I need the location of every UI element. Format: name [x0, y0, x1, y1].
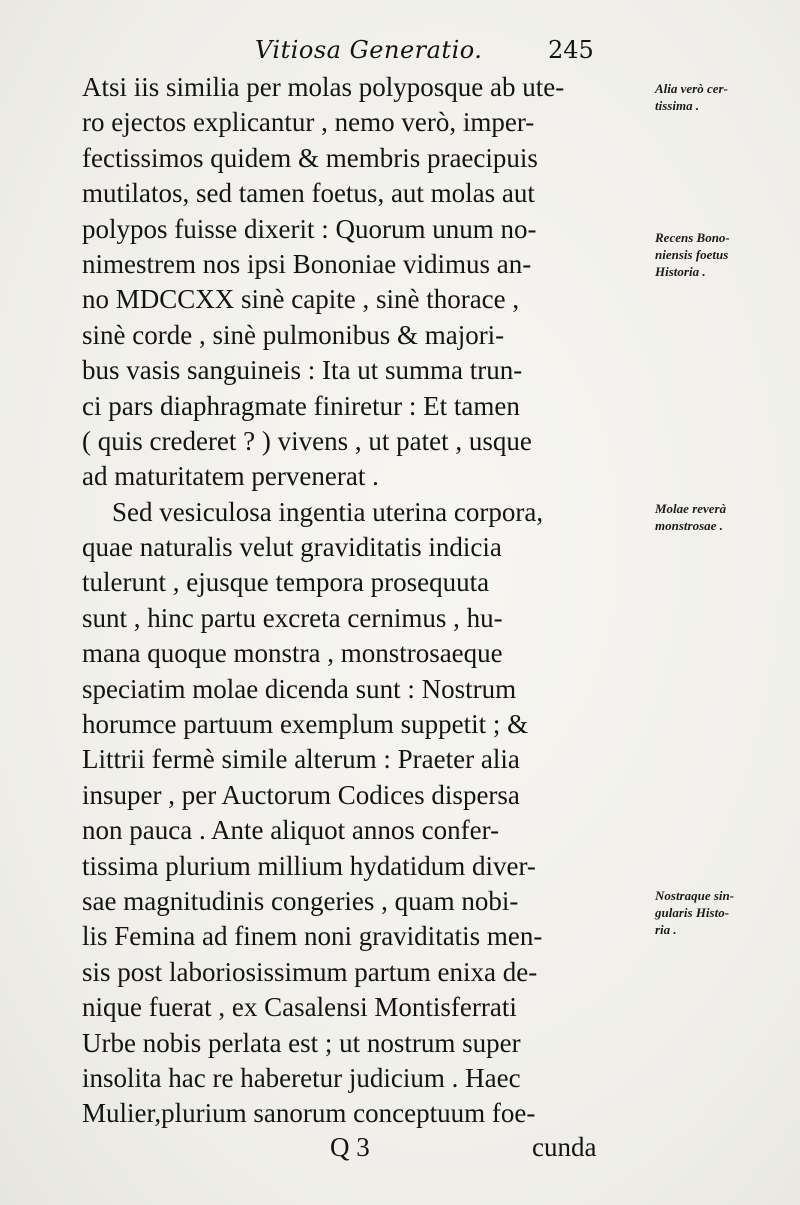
page-footer	[0, 1132, 800, 1172]
text-line: sunt , hinc partu excreta cernimus , hu-	[82, 602, 503, 633]
main-text-block	[82, 70, 642, 1132]
margin-note-line: Nostraque sin-	[655, 888, 735, 903]
text-line: sae magnitudinis congeries , quam nobi-	[82, 885, 519, 916]
margin-note-line: Molae reverà	[655, 501, 727, 516]
text-line: quae naturalis velut graviditatis indicia	[82, 532, 502, 563]
text-line: polypos fuisse dixerit : Quorum unum no-	[82, 213, 537, 244]
text-line: fectissimos quidem & membris praecipuis	[82, 142, 538, 173]
text-line: mana quoque monstra , monstrosaeque	[82, 638, 503, 669]
text-line: nimestrem nos ipsi Bononiae vidimus an-	[82, 248, 532, 279]
text-line: sis post laboriosissimum partum enixa de-	[82, 956, 538, 987]
text-line: Littrii fermè simile alterum : Praeter alia	[82, 744, 520, 775]
text-line: Atsi iis similia per molas polyposque ab ute-	[82, 72, 565, 102]
text-line: no MDCCXX sinè capite , sinè thorace ,	[82, 284, 520, 315]
text-line: ( quis crederet ? ) vivens , ut patet , usque	[82, 425, 532, 456]
text-line: Urbe nobis perlata est ; ut nostrum super	[82, 1027, 521, 1058]
text-line: tulerunt , ejusque tempora prosequuta	[82, 567, 490, 598]
text-line: horumce partuum exemplum suppetit ; &	[82, 709, 529, 740]
margin-note	[655, 887, 795, 938]
margin-note-line: ria .	[655, 922, 677, 937]
margin-note-line: Recens Bono-	[655, 230, 730, 245]
text-line: Sed vesiculosa ingentia uterina corpora,	[112, 496, 544, 527]
text-line: ro ejectos explicantur , nemo verò, imper-	[82, 107, 535, 138]
text-line: bus vasis sanguineis : Ita ut summa trun-	[82, 355, 523, 386]
page-number: 245	[548, 36, 594, 64]
signature-mark: Q 3	[330, 1132, 370, 1162]
margin-note	[655, 80, 795, 114]
margin-note-line: gularis Histo-	[655, 905, 730, 920]
margin-note	[655, 229, 795, 280]
text-line: non pauca . Ante aliquot annos confer-	[82, 815, 500, 846]
text-line: mutilatos, sed tamen foetus, aut molas aut	[82, 178, 535, 209]
text-line: nique fuerat , ex Casalensi Montisferrati	[82, 992, 517, 1023]
page-header	[0, 32, 800, 72]
catchword: cunda	[532, 1132, 597, 1162]
margin-note-line: Historia .	[655, 264, 706, 279]
margin-note-line: Alia verò cer-	[655, 81, 728, 96]
margin-note-line: monstrosae .	[655, 518, 723, 533]
margin-note	[655, 500, 795, 534]
margin-note-line: niensis foetus	[655, 247, 729, 262]
margin-note-line: tissima .	[655, 98, 700, 113]
text-line: speciatim molae dicenda sunt : Nostrum	[82, 673, 517, 704]
text-line: tissima plurium millium hydatidum diver-	[82, 850, 536, 881]
text-line: lis Femina ad finem noni graviditatis men-	[82, 921, 543, 952]
text-line: sinè corde , sinè pulmonibus & majori-	[82, 319, 505, 350]
text-line: Mulier,plurium sanorum conceptuum foe-	[82, 1098, 536, 1129]
text-line: ci pars diaphragmate finiretur : Et tamen	[82, 390, 520, 421]
text-line: insuper , per Auctorum Codices dispersa	[82, 779, 520, 810]
text-line: ad maturitatem pervenerat .	[82, 461, 379, 492]
running-head: Vitiosa Generatio.	[255, 36, 483, 64]
text-line: insolita hac re haberetur judicium . Haec	[82, 1062, 521, 1093]
